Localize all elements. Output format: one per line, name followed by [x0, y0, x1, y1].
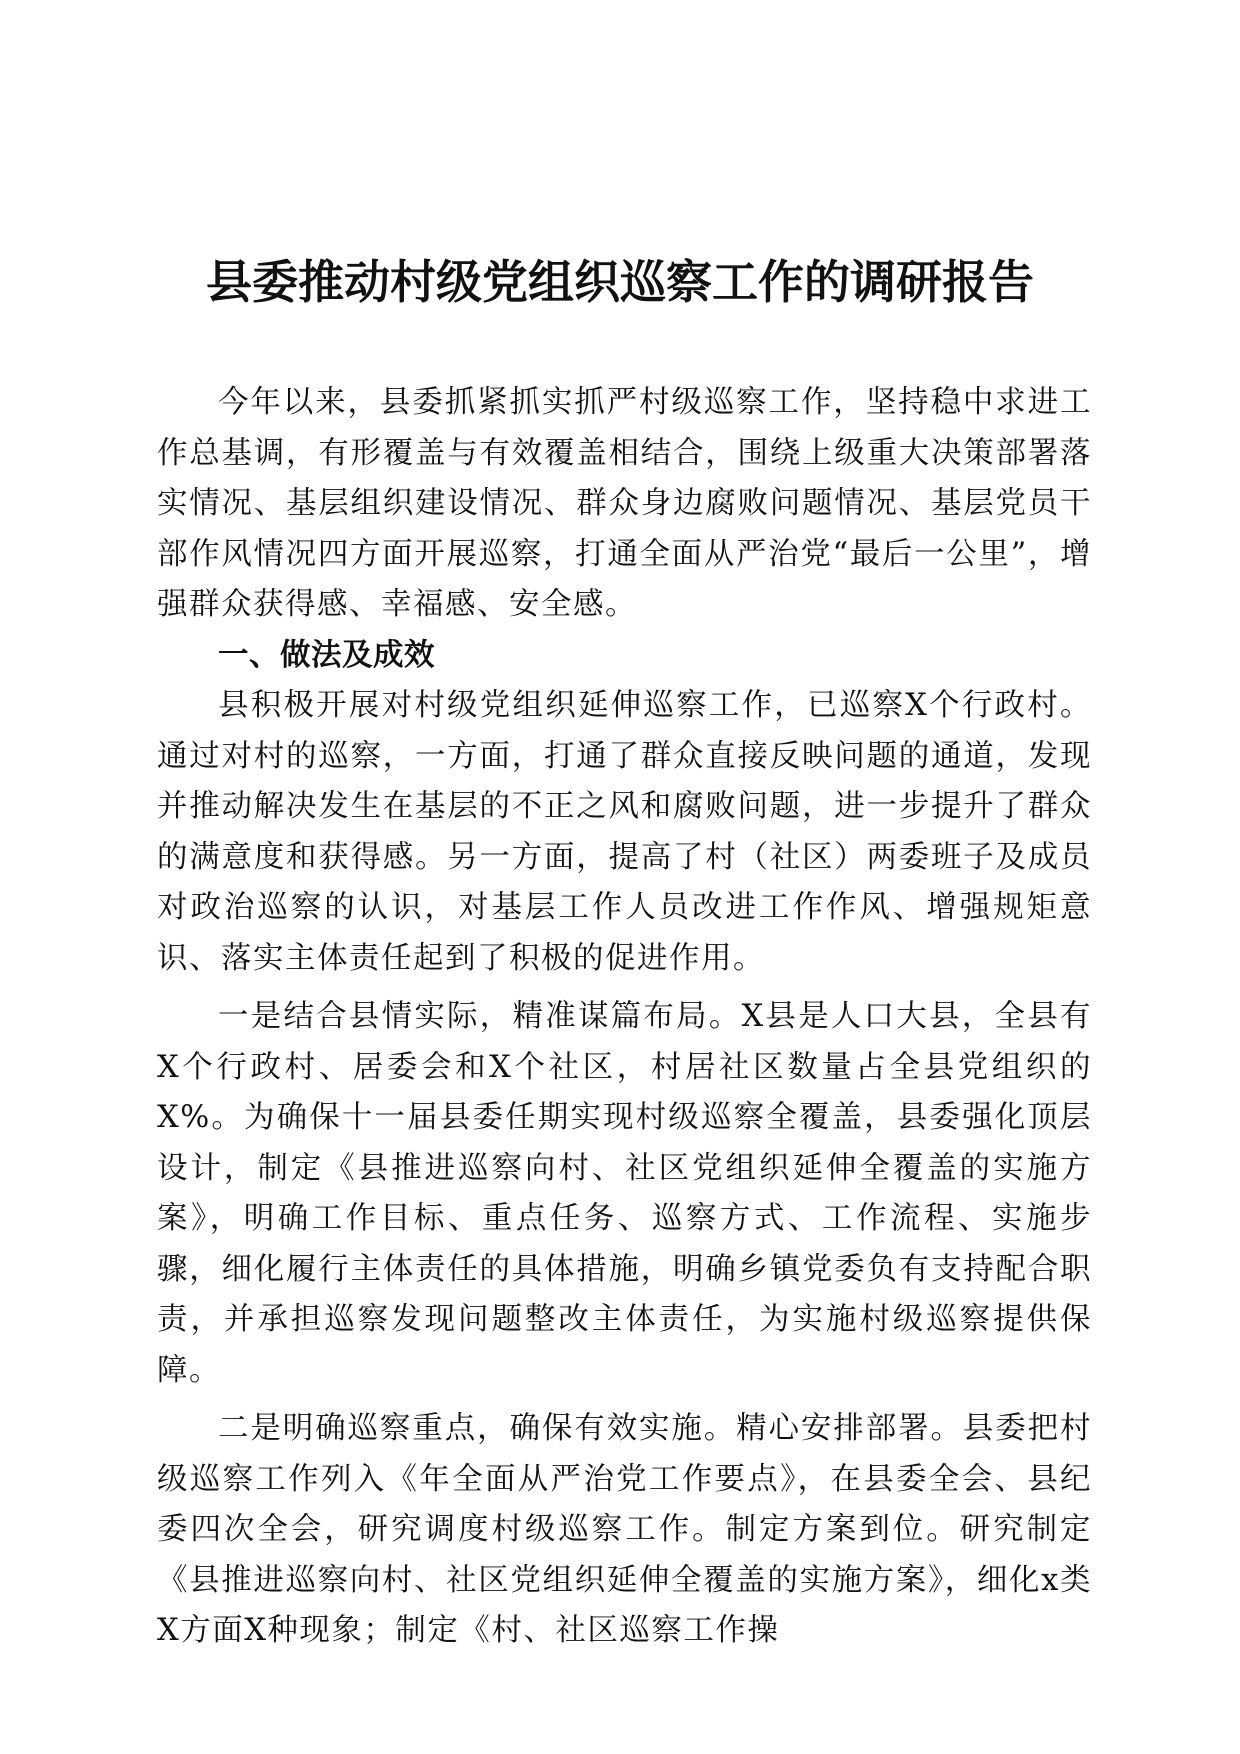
document-title: 县委推动村级党组织巡察工作的调研报告: [206, 255, 1034, 309]
intro-paragraph: 今年以来，县委抓紧抓实抓严村级巡察工作，坚持稳中求进工作总基调，有形覆盖与有效覆盖相结合，围绕上级重大决策部署落实情况、基层组织建设情况、群众身边腐败问题情况、基层党员干部作风情况四方面开展巡察，打通全面从严治党“最后一公里”，增强群众获得感、幸福感、安全感。: [157, 385, 1092, 622]
point-one-paragraph: 一是结合县情实际，精准谋篇布局。X县是人口大县，全县有X个行政村、居委会和X个社区，村居社区数量占全县党组织的X%。为确保十一届县委任期实现村级巡察全覆盖，县委强化顶层设计，制定《县推进巡察向村、社区党组织延伸全覆盖的实施方案》，明确工作目标、重点任务、巡察方式、工作流程、实施步骤，细化履行主体责任的具体措施，明确乡镇党委负有支持配合职责，并承担巡察发现问题整改主体责任，为实施村级巡察提供保障。: [157, 999, 1092, 1388]
document-body: [157, 378, 1092, 1657]
point-two-paragraph: 二是明确巡察重点，确保有效实施。精心安排部署。县委把村级巡察工作列入《年全面从严治党工作要点》，在县委全会、县纪委四次全会，研究调度村级巡察工作。制定方案到位。研究制定《县推进巡察向村、社区党组织延伸全覆盖的实施方案》，细化x类X方面X种现象；制定《村、社区巡察工作操: [157, 1411, 1092, 1648]
section-paragraph: 县积极开展对村级党组织延伸巡察工作，已巡察X个行政村。通过对村的巡察，一方面，打通了群众直接反映问题的通道，发现并推动解决发生在基层的不正之风和腐败问题，进一步提升了群众的满意度和获得感。另一方面，提高了村（社区）两委班子及成员对政治巡察的认识，对基层工作人员改进工作作风、增强规矩意识、落实主体责任起到了积极的促进作用。: [157, 688, 1092, 976]
section-heading: 一、做法及成效: [218, 637, 435, 673]
